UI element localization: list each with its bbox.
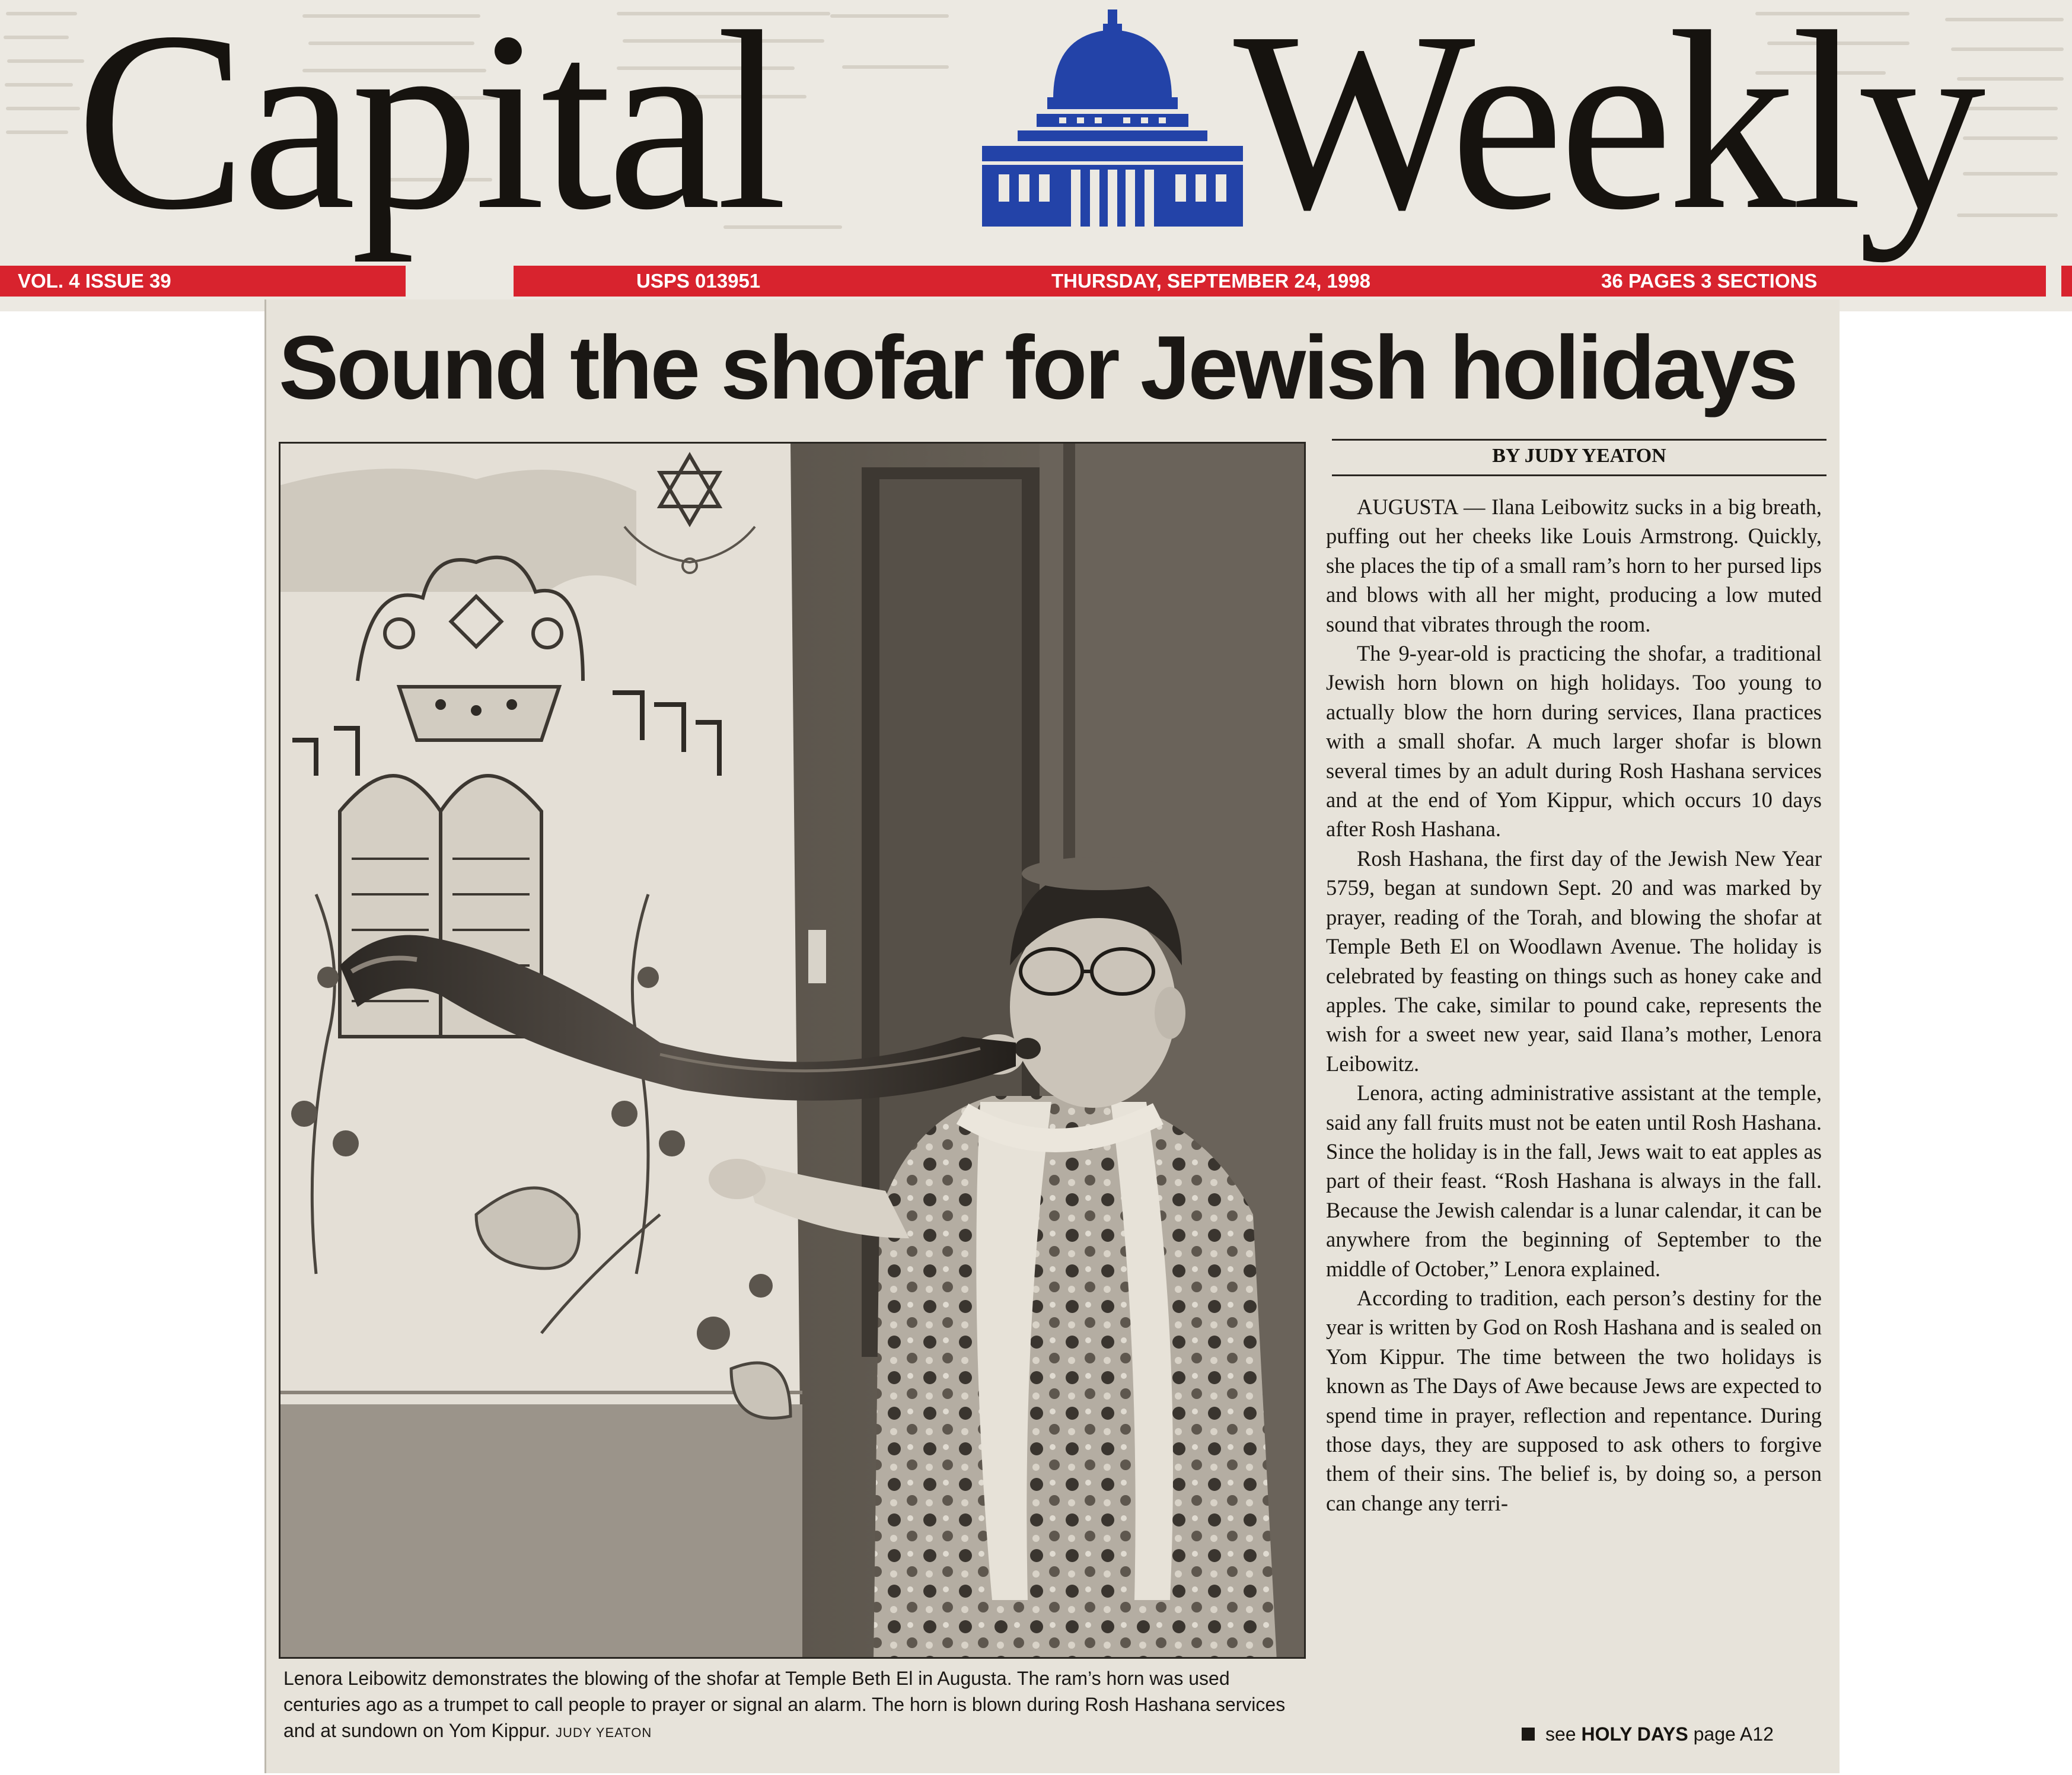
jump-page: page A12: [1693, 1723, 1774, 1745]
byline-rule-top: [1332, 439, 1826, 441]
issue-date: THURSDAY, SEPTEMBER 24, 1998: [1051, 270, 1370, 292]
volume-issue: VOL. 4 ISSUE 39: [18, 270, 171, 292]
article-paragraph: According to tradition, each person’s destiny for the year is written by God on Rosh Hashana and is sealed on Yom Kippur. The time between the two holidays is known as The Days of Awe because Jews are expected to spend time in prayer, reflection and repentance. During those days, they are supposed to ask others to forgive them of their sins. The belief is, by doing so, a person can change any terri-: [1326, 1285, 1822, 1515]
article-photo: [279, 442, 1306, 1659]
headline: Sound the shofar for Jewish holidays: [279, 317, 1796, 418]
byline-rule-bottom: [1332, 474, 1826, 476]
pages-sections: 36 PAGES 3 SECTIONS: [1601, 270, 1818, 292]
masthead-bar-right: [2061, 266, 2072, 297]
jump-section: HOLY DAYS: [1581, 1723, 1688, 1745]
square-bullet-icon: [1522, 1728, 1535, 1741]
article-body: [1326, 492, 1822, 1518]
photo-caption: [283, 1665, 1303, 1746]
article-paragraph: AUGUSTA — Ilana Leibowitz sucks in a big breath, puffing out her cheeks like Louis Armstrong. Quickly, she places the tip of a small ram’s horn to her pursed lips and blows with all her might, producing a low muted sound that vibrates through the room.: [1326, 495, 1822, 636]
byline: BY JUDY YEATON: [1492, 445, 1666, 467]
article-paragraph: Rosh Hashana, the first day of the Jewish New Year 5759, began at sundown Sept. 20 and was marked by prayer, reading of the Torah, and blowing the shofar at Temple Beth El on Woodlawn Avenue. The holiday is celebrated by feasting on things such as honey cake and apples. The cake, similar to pound cake, represents the wish for a sweet new year, said Ilana’s mother, Lenora Leibowitz.: [1326, 846, 1822, 1076]
usps-number: USPS 013951: [636, 270, 761, 292]
article-paragraph: The 9-year-old is practicing the shofar, a traditional Jewish horn blown on high holidays. Too young to actually blow the horn during services, Ilana practices with a small shofar. A much larger shofar is blown several times by an adult during Rosh Hashana services and at the end of Yom Kippur, which occurs 10 days after Rosh Hashana.: [1326, 641, 1822, 842]
masthead: [0, 0, 2072, 311]
continued-jump[interactable]: [1522, 1721, 1830, 1747]
jump-prefix: see: [1545, 1723, 1576, 1745]
capitol-dome-icon: [982, 9, 1243, 235]
caption-text: Lenora Leibowitz demonstrates the blowing of the shofar at Temple Beth El in Augusta. The ram’s horn was used centuries ago as a trumpet to call people to prayer or signal an alarm. The horn is blown during Rosh Hashana services and at sundown on Yom Kippur.: [283, 1668, 1286, 1741]
article-paragraph: Lenora, acting administrative assistant at the temple, said any fall fruits must not be eaten until Rosh Hashana. Since the holiday is in the fall, Jews wait to eat apples as part of their feast. “Rosh Hashana is always in the fall. Because the Jewish calendar is a lunar calendar, it can be anywhere from the beginning of September to the middle of October,” Lenora explained.: [1326, 1081, 1822, 1281]
photo-credit: JUDY YEATON: [556, 1725, 652, 1740]
shofar-photo-illustration: [280, 444, 1306, 1659]
masthead-title-right: Weekly: [1233, 0, 1981, 263]
masthead-title-left: Capital: [76, 0, 783, 263]
